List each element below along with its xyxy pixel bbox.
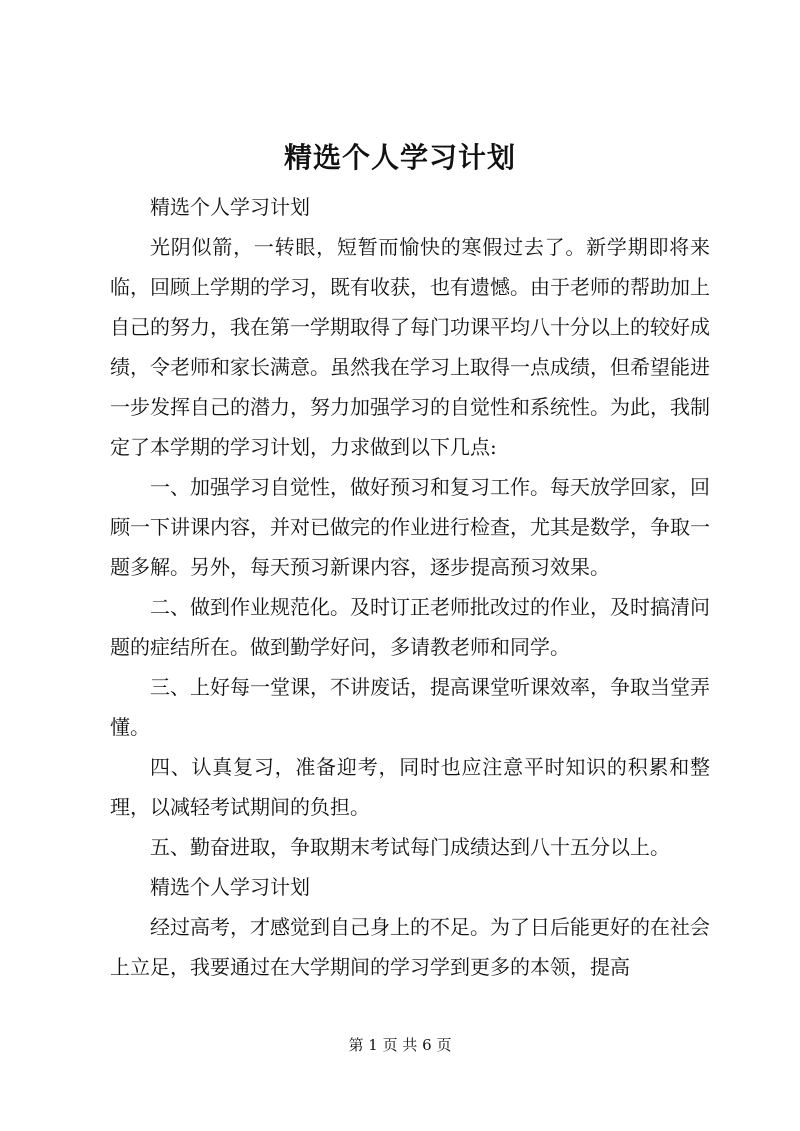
paragraph-intro: 光阴似箭，一转眼，短暂而愉快的寒假过去了。新学期即将来临，回顾上学期的学习，既有收获，也有遗憾。由于老师的帮助加上自己的努力，我在第一学期取得了每门功课平均八十分以上的较好成绩，令老师和家长满意。虽然我在学习上取得一点成绩，但希望能进一步发挥自己的潜力，努力加强学习的自觉性和系统性。为此，我制定了本学期的学习计划，力求做到以下几点: [110, 235, 710, 459]
paragraph-point-3: 三、上好每一堂课，不讲废话，提高课堂听课效率，争取当堂弄懂。 [110, 675, 710, 739]
section-heading: 精选个人学习计划 [150, 195, 310, 219]
paragraph-point-2: 二、做到作业规范化。及时订正老师批改过的作业，及时搞清问题的症结所在。做到勤学好问，多请教老师和同学。 [110, 595, 710, 659]
section-heading: 精选个人学习计划 [150, 875, 310, 899]
document-body [110, 187, 710, 987]
paragraph-point-4: 四、认真复习，准备迎考，同时也应注意平时知识的积累和整理，以减轻考试期间的负担。 [110, 755, 710, 819]
paragraph-second-plan: 经过高考，才感觉到自己身上的不足。为了日后能更好的在社会上立足，我要通过在大学期间的学习学到更多的本领，提高 [110, 915, 710, 979]
paragraph-point-1: 一、加强学习自觉性，做好预习和复习工作。每天放学回家，回顾一下讲课内容，并对已做完的作业进行检查，尤其是数学，争取一题多解。另外，每天预习新课内容，逐步提高预习效果。 [110, 475, 710, 579]
paragraph-point-5: 五、勤奋进取，争取期末考试每门成绩达到八十五分以上。 [150, 835, 670, 859]
page-number: 第 1 页 共 6 页 [348, 1036, 452, 1054]
document-title: 精选个人学习计划 [283, 141, 516, 174]
